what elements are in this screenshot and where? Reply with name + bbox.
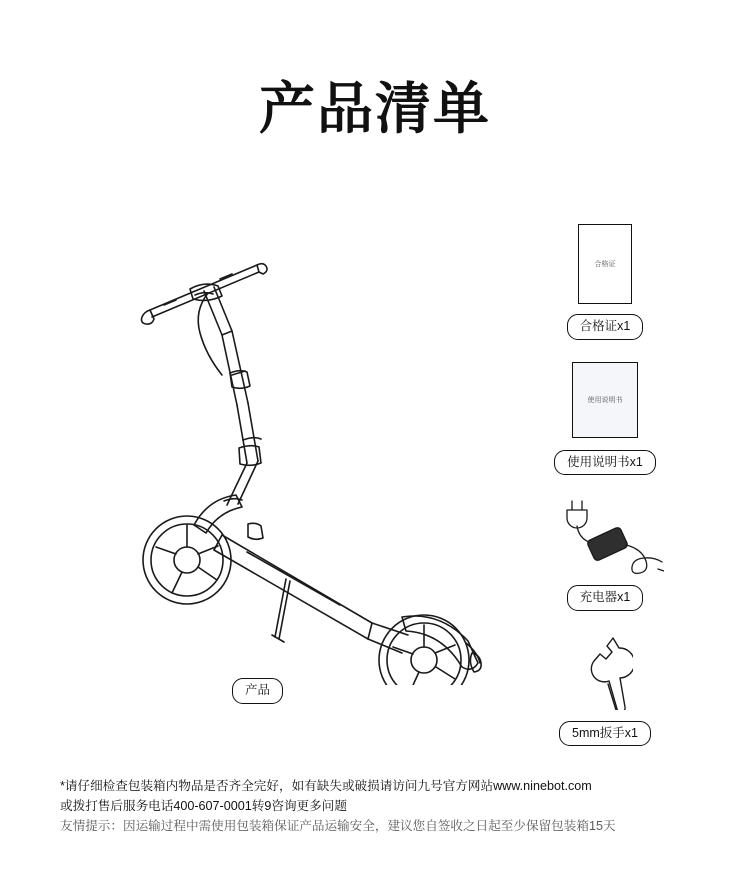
user-manual-label: 使用说明书 bbox=[587, 396, 623, 404]
caption-wrench: 5mm扳手x1 bbox=[559, 721, 651, 747]
accessory-charger bbox=[520, 489, 690, 611]
caption-manual: 使用说明书x1 bbox=[554, 450, 656, 476]
charger-art bbox=[520, 489, 690, 581]
certificate-art bbox=[520, 218, 690, 310]
certificate-paper-icon bbox=[578, 224, 632, 304]
accessory-manual bbox=[520, 354, 690, 476]
wrench-tool-icon bbox=[577, 632, 633, 710]
accessory-wrench bbox=[520, 625, 690, 747]
accessories-list bbox=[520, 218, 690, 760]
power-charger-icon bbox=[546, 495, 664, 575]
wrench-art bbox=[520, 625, 690, 717]
user-manual-booklet-icon bbox=[572, 362, 638, 438]
accessory-certificate bbox=[520, 218, 690, 340]
footer-notes bbox=[60, 776, 700, 836]
page-title: 产品清单 bbox=[259, 77, 491, 140]
scooter-illustration bbox=[72, 205, 492, 685]
manual-art bbox=[520, 354, 690, 446]
caption-charger: 充电器x1 bbox=[567, 585, 644, 611]
footer-note-packaging: 友情提示：因运输过程中需使用包装箱保证产品运输安全，建议您自签收之日起至少保留包装箱15天 bbox=[60, 819, 616, 833]
electric-scooter-icon bbox=[72, 205, 492, 685]
caption-certificate: 合格证x1 bbox=[567, 314, 644, 340]
certificate-paper-label: 合格证 bbox=[594, 261, 616, 268]
footer-note-inspection: *请仔细检查包装箱内物品是否齐全完好，如有缺失或破损请访问九号官方网站www.ninebot.com bbox=[60, 779, 592, 793]
caption-product: 产品 bbox=[232, 678, 283, 704]
footer-note-hotline: 或拨打售后服务电话400-607-0001转9咨询更多问题 bbox=[60, 799, 347, 813]
